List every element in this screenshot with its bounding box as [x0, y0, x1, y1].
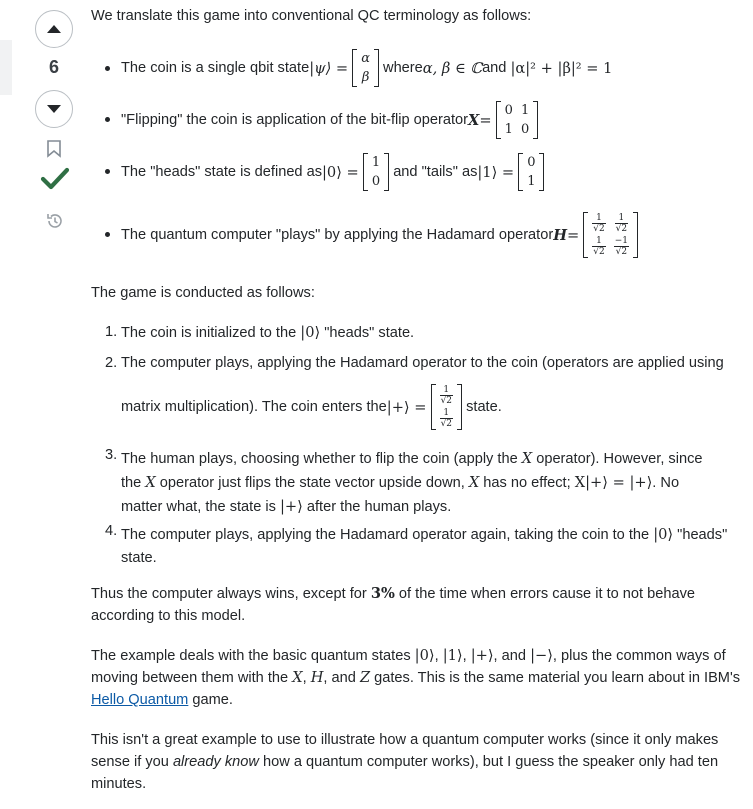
math-ket0: |0⟩ [300, 324, 321, 341]
math-Z: Z [359, 669, 371, 686]
accepted-check-icon [40, 166, 70, 192]
step-2-line2 [121, 375, 502, 439]
bullet-heads-tails [121, 148, 544, 196]
matrix-cell: β [361, 70, 370, 85]
math-equation: X|+⟩ = |+⟩ [574, 474, 653, 491]
math-H: H [310, 669, 324, 686]
step-1 [121, 324, 414, 341]
math-norm: |α|² + |β|² = 1 [510, 59, 613, 77]
step-number: 4. [105, 523, 118, 539]
step-3 [121, 447, 721, 519]
step-text: operator). However, since the [121, 451, 703, 491]
frac-num: −1 [614, 236, 629, 246]
upvote-button[interactable] [35, 10, 73, 48]
math-ket0: |0⟩ [414, 647, 435, 664]
bullet-text: "Flipping" the coin is application of the bit-flip operator [121, 112, 469, 128]
bullet-dot [105, 232, 110, 237]
math-ket-plus: |+⟩ [470, 647, 494, 664]
paragraph-states [91, 645, 743, 711]
frac-den: √2 [440, 396, 453, 406]
step-text: matrix multiplication). The coin enters the [121, 399, 387, 415]
intro-text: We translate this game into conventional QC terminology as follows: [91, 8, 532, 24]
bullet-coin-state [121, 44, 612, 92]
math-ket0: |0⟩ = [322, 163, 359, 181]
bullet-text: and [482, 60, 507, 76]
math-condition: α, β ∈ ℂ [422, 59, 483, 77]
paragraph-conclusion [91, 583, 731, 627]
para-text: , plus the common ways of moving between them with the [91, 648, 726, 686]
matrix-X [496, 101, 539, 139]
math-X: X [145, 474, 156, 491]
bullet-dot [105, 66, 110, 71]
matrix-cell: 0 [527, 155, 536, 170]
bullet-hadamard [121, 203, 638, 267]
bullet-dot [105, 169, 110, 174]
para-text: The example deals with the basic quantum states [91, 648, 415, 664]
math-H: H [553, 226, 567, 244]
step-text: state. [466, 399, 502, 415]
step-text: The human plays, choosing whether to flip the coin (apply the [121, 451, 522, 467]
math-psi: |ψ⟩ = [309, 59, 349, 77]
para-text: , and [323, 670, 360, 686]
step-text: "heads" state. [121, 527, 728, 566]
matrix-cell: α [361, 51, 370, 66]
para-text: of the time when errors cause it to not behave according to this model. [91, 586, 696, 624]
step-text: The coin is initialized to the [121, 325, 301, 341]
matrix-ket-plus [431, 384, 462, 430]
fraction [615, 213, 628, 234]
matrix-cell: 0 [371, 174, 381, 189]
para-text: , [302, 670, 311, 686]
matrix-ket1 [518, 153, 544, 191]
matrix-cell: 1 [371, 155, 381, 170]
arrow-down-icon [44, 99, 64, 119]
bullet-text: and "tails" as [393, 164, 478, 180]
fraction [592, 236, 605, 257]
frac-num: 1 [440, 385, 453, 396]
frac-den: √2 [615, 247, 628, 257]
frac-num: 1 [440, 408, 453, 419]
step-4 [121, 523, 745, 570]
matrix-cell: 0 [504, 103, 513, 118]
fraction [592, 213, 605, 234]
sidebar-stripe [0, 40, 12, 95]
frac-den: √2 [615, 224, 628, 234]
para-text: , [434, 648, 443, 664]
paragraph-caveat [91, 729, 743, 795]
math-eq: = [567, 226, 580, 244]
step-text: after the human plays. [302, 499, 452, 515]
math-X: X [521, 450, 533, 467]
bullet-text: where [383, 60, 423, 76]
game-intro-text: The game is conducted as follows: [91, 285, 315, 301]
step-2-line1: The computer plays, applying the Hadamard operator to the coin (operators are applied using [121, 355, 724, 371]
math-X: X [468, 474, 480, 491]
bullet-text: The quantum computer "plays" by applying the Hadamard operator [121, 227, 554, 243]
para-text: Thus the computer always wins, except for [91, 586, 371, 602]
math-X: X [468, 111, 480, 129]
downvote-button[interactable] [35, 90, 73, 128]
step-text: operator just flips the state vector upside down, [155, 475, 469, 491]
frac-den: √2 [593, 224, 605, 234]
math-ket-plus: |+⟩ [279, 498, 303, 515]
frac-num: 1 [615, 213, 628, 224]
para-text: gates. This is the same material you learn about in IBM's [370, 670, 741, 686]
matrix-alpha-beta [352, 49, 379, 87]
math-ket0: |0⟩ [653, 526, 674, 543]
step-text: . No matter what, the state is [121, 475, 680, 515]
vote-sidebar [0, 0, 90, 809]
fraction [614, 236, 629, 257]
para-text: , and [493, 648, 531, 664]
history-icon[interactable] [45, 211, 65, 231]
matrix-cell: 0 [520, 122, 530, 137]
frac-num: 1 [592, 236, 605, 247]
para-text: This isn't a great example to use to illustrate how a quantum computer works (since it only makes sense if you [91, 732, 719, 770]
para-emphasis: already know [172, 754, 259, 770]
math-percent: 3% [370, 585, 395, 602]
matrix-cell: 1 [520, 103, 530, 118]
fraction [440, 385, 453, 406]
matrix-ket0 [363, 153, 389, 191]
para-text: game. [188, 692, 233, 708]
math-ket1: |1⟩ = [477, 163, 515, 181]
matrix-cell: 1 [504, 122, 513, 137]
bullet-dot [105, 117, 110, 122]
arrow-up-icon [44, 19, 64, 39]
frac-num: 1 [592, 213, 605, 224]
bullet-text: The "heads" state is defined as [121, 164, 323, 180]
frac-den: √2 [440, 419, 453, 429]
frac-den: √2 [593, 247, 605, 257]
step-text: "heads" state. [320, 325, 415, 341]
fraction [440, 408, 453, 429]
para-text: how a quantum computer works), but I guess the speaker only had ten minutes. [91, 754, 719, 792]
math-eq: = [479, 111, 492, 129]
vote-count: 6 [48, 57, 59, 77]
step-text: The computer plays, applying the Hadamard operator again, taking the coin to the [121, 527, 654, 543]
step-number: 3. [105, 447, 118, 463]
bullet-bitflip [121, 96, 538, 144]
step-number: 1. [105, 324, 118, 340]
matrix-cell: 1 [527, 174, 536, 189]
para-text: , [462, 648, 471, 664]
hello-quantum-link[interactable]: Hello Quantum [91, 692, 189, 708]
bookmark-icon[interactable] [46, 140, 62, 158]
step-number: 2. [105, 355, 118, 371]
step-text: has no effect; [479, 475, 575, 491]
math-ket-plus: |+⟩ = [386, 398, 427, 416]
math-ket-minus: |−⟩ [530, 647, 553, 664]
bullet-text: The coin is a single qbit state [121, 60, 310, 76]
math-X: X [292, 669, 303, 686]
math-ket1: |1⟩ [442, 647, 463, 664]
matrix-H [583, 212, 638, 258]
